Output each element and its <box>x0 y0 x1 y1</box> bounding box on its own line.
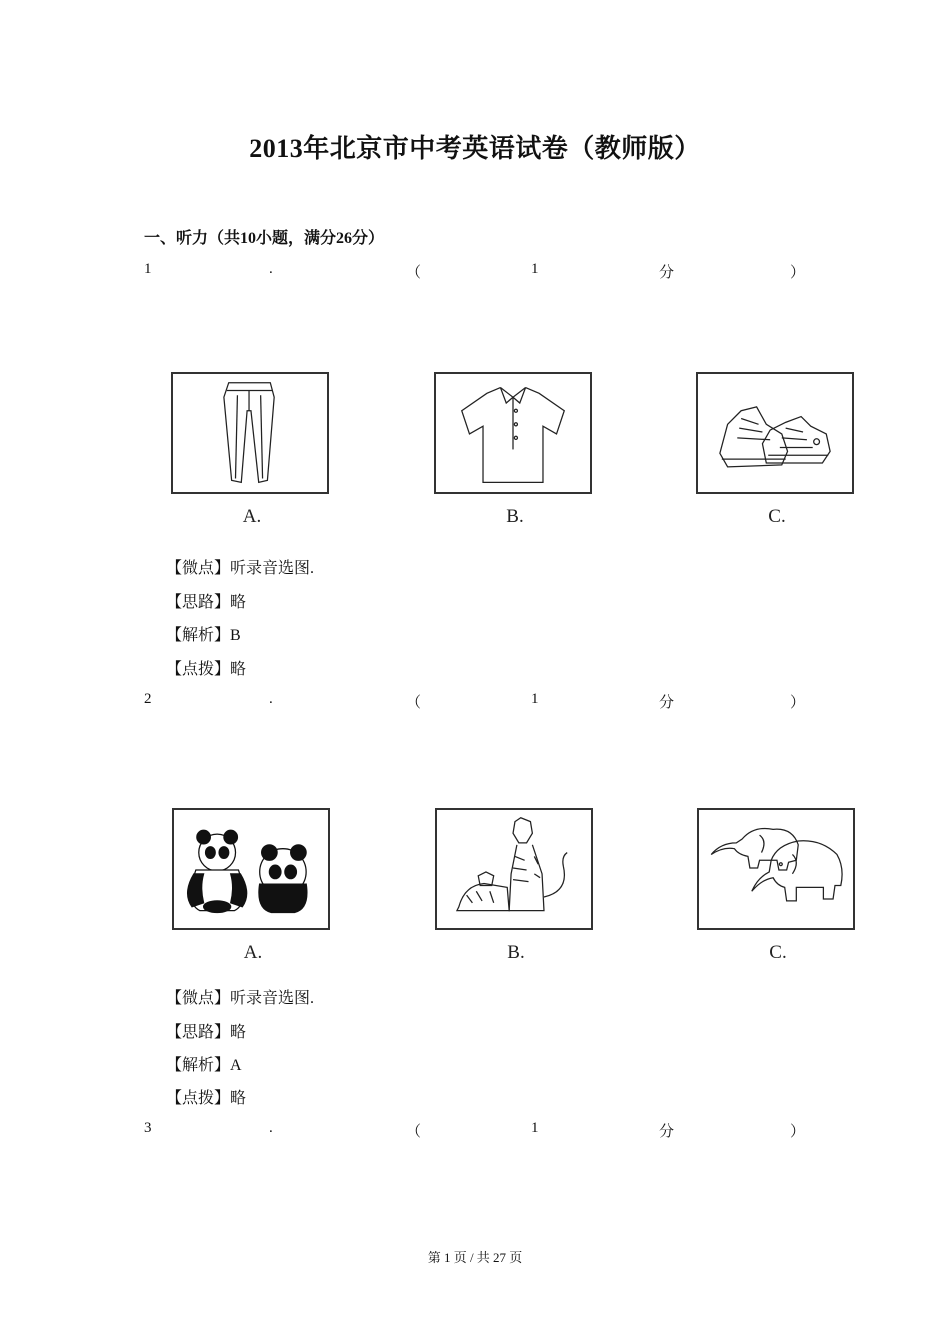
paren-close: ） <box>790 695 806 711</box>
note-text: 听录音选图. <box>230 560 315 577</box>
note-dianbo <box>166 1085 246 1108</box>
paren-close: ） <box>790 265 806 281</box>
note-jiexi <box>166 622 241 645</box>
option-image-b <box>435 808 597 964</box>
note-tag: 【点拨】 <box>166 661 231 678</box>
note-text: B <box>230 627 241 644</box>
option-image-a <box>172 808 334 964</box>
note-silu <box>166 1019 246 1042</box>
score-unit: 分 <box>659 695 675 711</box>
note-text: 略 <box>230 1090 247 1107</box>
note-tag: 【微点】 <box>166 990 231 1007</box>
option-label-a: A. <box>242 506 262 527</box>
paren-open: （ <box>406 695 422 711</box>
question-2-line <box>144 691 806 711</box>
score-unit: 分 <box>659 1124 675 1140</box>
pandas-icon <box>174 810 328 928</box>
page-title: 2013年北京市中考英语试卷（教师版） <box>249 134 701 163</box>
note-tag: 【解析】 <box>166 1057 231 1074</box>
question-number: 1 <box>144 261 152 277</box>
note-tag: 【解析】 <box>166 627 231 644</box>
score-unit: 分 <box>659 265 675 281</box>
sneakers-icon <box>698 374 852 492</box>
note-dianbo <box>166 656 246 679</box>
note-text: 略 <box>230 594 247 611</box>
elephants-icon <box>699 810 853 928</box>
note-tag: 【微点】 <box>166 560 231 577</box>
note-weidian <box>166 985 314 1008</box>
option-label-c: C. <box>769 942 787 963</box>
note-tag: 【点拨】 <box>166 1090 231 1107</box>
paren-open: （ <box>406 265 422 281</box>
question-score: 1 <box>531 261 539 277</box>
note-text: 略 <box>230 1024 247 1041</box>
question-score: 1 <box>531 1120 539 1136</box>
paren-open: （ <box>406 1124 422 1140</box>
question-dot: . <box>269 1120 273 1136</box>
option-image-a <box>171 372 333 528</box>
option-label-c: C. <box>768 506 786 527</box>
shirt-icon <box>436 374 590 492</box>
question-3-line <box>144 1120 806 1140</box>
note-text: 略 <box>230 661 247 678</box>
question-score: 1 <box>531 691 539 707</box>
question-number: 3 <box>144 1120 152 1136</box>
note-tag: 【思路】 <box>166 1024 231 1041</box>
question-1-line <box>144 261 806 281</box>
option-label-b: B. <box>506 506 524 527</box>
note-text: 听录音选图. <box>230 990 315 1007</box>
question-dot: . <box>269 691 273 707</box>
question-number: 2 <box>144 691 152 707</box>
page-footer: 第 1 页 / 共 27 页 <box>427 1250 523 1265</box>
trousers-icon <box>173 374 327 492</box>
option-image-c <box>696 372 858 528</box>
option-image-c <box>697 808 859 964</box>
section-heading: 一、听力（共10小题，满分26分） <box>144 230 385 247</box>
question-dot: . <box>269 261 273 277</box>
note-jiexi <box>166 1052 242 1075</box>
paren-close: ） <box>790 1124 806 1140</box>
option-label-a: A. <box>243 942 263 963</box>
note-silu <box>166 589 246 612</box>
note-tag: 【思路】 <box>166 594 231 611</box>
option-label-b: B. <box>507 942 525 963</box>
tigers-icon <box>437 810 591 928</box>
note-weidian <box>166 555 314 578</box>
note-text: A <box>230 1057 242 1074</box>
option-image-b <box>434 372 596 528</box>
